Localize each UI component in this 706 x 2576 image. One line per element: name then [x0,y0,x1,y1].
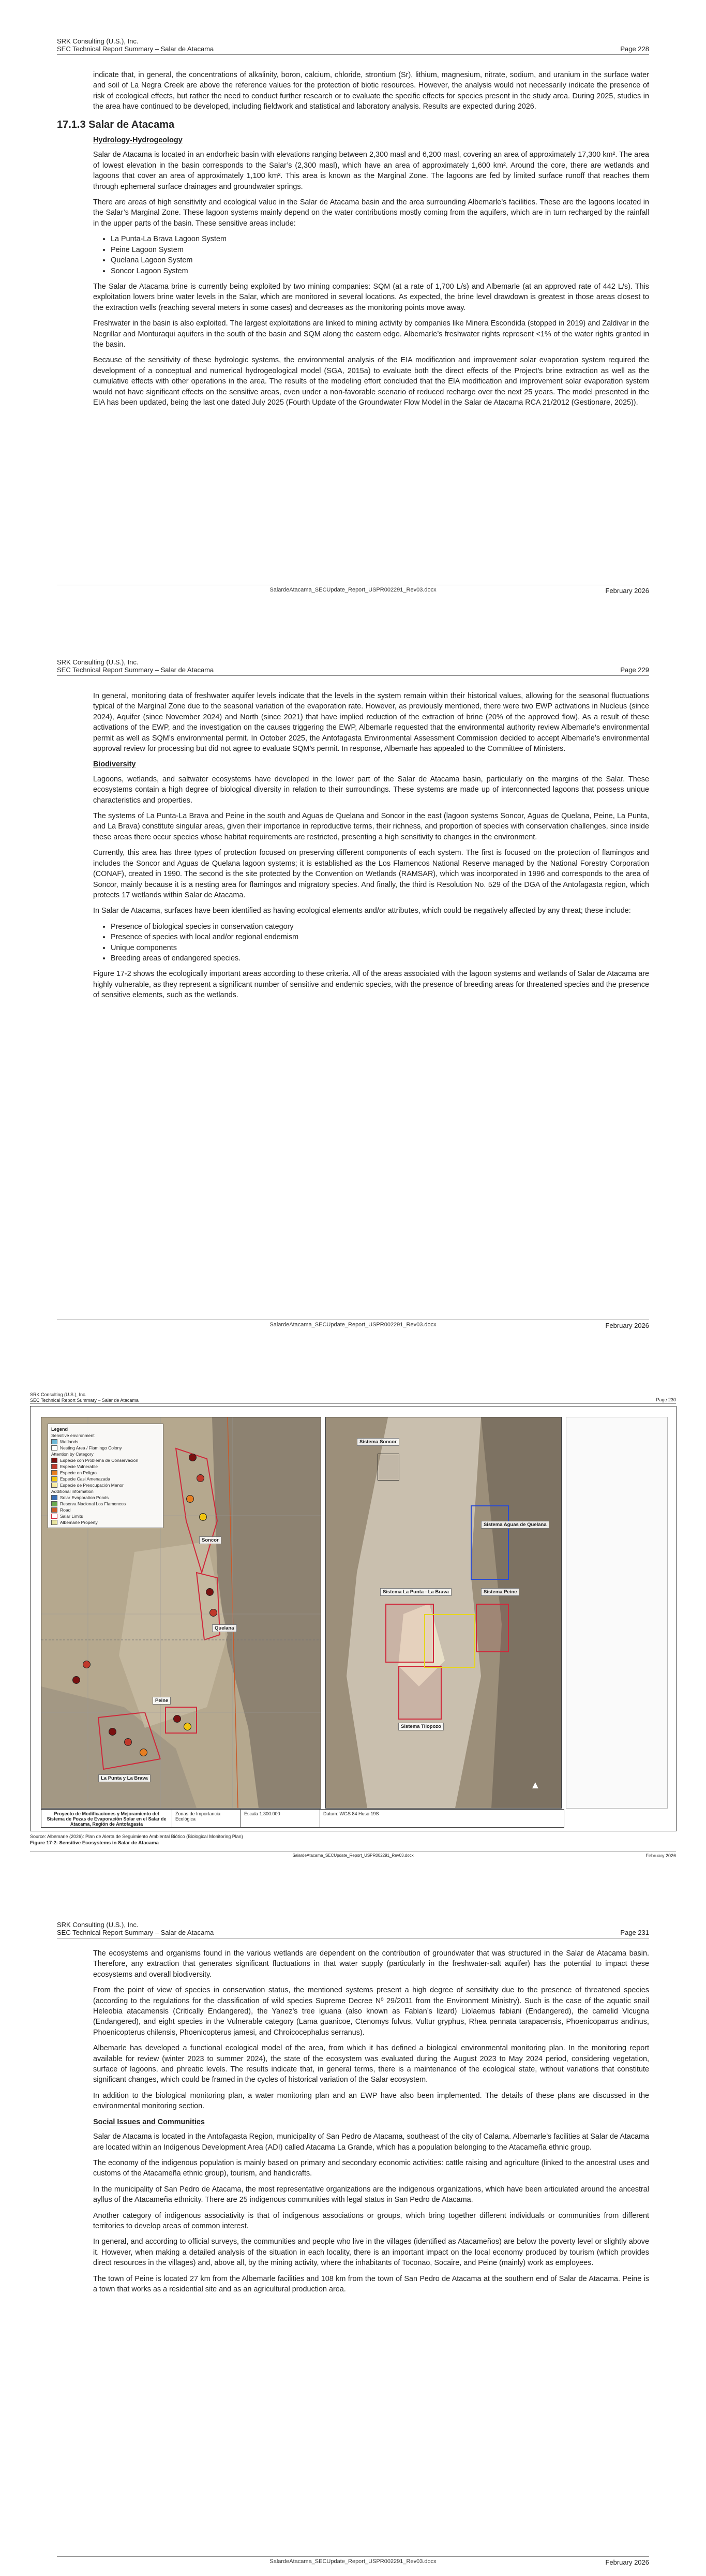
swatch [51,1495,57,1500]
swatch [51,1445,57,1450]
paragraph: In Salar de Atacama, surfaces have been identified as having ecological elements and/or attributes, which could be negatively affected by any threat; these include: [93,907,631,915]
page-231 [0,1884,706,2576]
paragraph: In the municipality of San Pedro de Atacama, the most representative organizations are the indigenous organizations, which have been articulated around the ancestral ayllus of the Atacameña ethnicity. There are 25 indigenous communities with legal status in San Pedro de Atacama. [93,2185,649,2204]
legend-row [51,1494,160,1501]
subsection-heading: Biodiversity [93,760,136,769]
legend-subtitle: Sensitive environment [51,1433,95,1438]
legend-label: Road [60,1507,71,1513]
legend-row [51,1463,160,1470]
legend-row [51,1457,160,1463]
page-number: Page 230 [656,1397,676,1402]
paragraph: In general, monitoring data of freshwater aquifer levels indicate that the levels in the system remain within their historical values, allowing for the seasonal fluctuations typical of the Marginal Zone due to the seasonal variation of the evaporation rate. However, as previously mentioned, there were two EWP activations in Nucleus (since 2024), Aquifer (since November 2024) and North (since 2021) that have implied reduction of the extraction of brine (20% of the approved flow). As a result of these activations of the EWP, and the investigation on the causes triggering the EWP, Albemarle requested that the environmental authority review Albemarle’s environmental permit as well as SQM’s environmental permit. In October 2025, the Antofagasta Environmental Assessment Commission decided to accept Albemarle’s environmental approval review for processing but did not agree to evaluate SQM’s permit. In response, Albemarle has appealed to the Committee of Ministers. [93,692,649,753]
paragraph: Salar de Atacama is located in an endorheic basin with elevations ranging between 2,300 masl and 6,200 masl, covering an area of approximately 17,300 km². The area of lowest elevation in the basin corresponds to the Salar’s (2,300 masl), which have an area of approximately 1,600 km². Around the core, there are wetlands and lagoons that cover an area of approximately 1,100 km². This area is known as the Marginal Zone. The lagoons are fed by limited surface runoff that reaches them through ephemeral surface drainages and groundwater springs. [93,151,649,191]
legend-label: Albemarle Property [60,1520,98,1525]
paragraph: Currently, this area has three types of protection focused on preserving different components of each system. The first is focused on the protection of flamingos and includes the Soncor and Aguas de Quelana lagoon systems; it is established as the Los Flamencos National Reserve managed by the National Forestry Corporation (CONAF), created in 1990. The second is the site protected by the Convention on Wetlands (RAMSAR), which was incorporated in 1996 and corresponds to the area of Soncor, mainly because it is a nesting area for flamingos and migratory species. And finally, the third is Resolution No. 529 of the DGA of the Antofagasta region, which protects 17 wetlands within Salar de Atacama. [93,849,649,899]
paragraph: Salar de Atacama is located in the Antofagasta Region, municipality of San Pedro de Atacama, southeast of the city of Calama. Albemarle’s facilities at Salar de Atacama are located within an Indigenous Development Area (ADI) called Atacama La Grande, which has a population belonging to the Atacameña ethnic group. [93,2133,649,2152]
species-marker [189,1454,197,1461]
page-footer [57,585,649,593]
figure-caption: Figure 17-2: Sensitive Ecosystems in Salar de Atacama [30,1840,159,1846]
paragraph: The town of Peine is located 27 km from the Albemarle facilities and 108 km from the town of San Pedro de Atacama at the southern end of Salar de Atacama. Peine is a town that works as a residential site and as an agricultural production area. [93,2274,649,2293]
zone-tilopozo [398,1666,442,1720]
page-header [57,37,649,55]
legend-subtitle: Attention by Category [51,1452,94,1457]
species-marker [209,1609,217,1617]
page-footer [57,2556,649,2565]
paragraph: Figure 17-2 shows the ecologically important areas according to these criteria. All of the areas associated with the lagoon systems and wetlands of Salar de Atacama are highly vulnerable, as they represent a significant number of sensitive and endemic species, with the presence of breeding areas for threatened species and the presence of sensitive elements, such as the wetlands. [93,970,649,1000]
paragraph: Freshwater in the basin is also exploited. The largest exploitations are linked to mining activity by companies like Minera Escondida (stopped in 2019) and Zaldivar in the Negrillar and Monturaqui aquifers in the south of the basin and SQM along the eastern edge. Albemarle’s freshwater rights represent <1% of the water rights granted in the basin. [93,319,649,349]
legend-label: Especie con Problema de Conservación [60,1458,139,1463]
swatch [51,1458,57,1463]
list-item: • La Punta-La Brava Lagoon System [111,234,649,244]
figure-sensitive-ecosystems [30,1406,677,1831]
header-report-title: SEC Technical Report Summary – Salar de Atacama [57,45,214,53]
swatch [51,1464,57,1469]
paragraph: In addition to the biological monitoring plan, a water monitoring plan and an EWP have also been implemented. The details of these plans are discussed in the environmental monitoring section. [93,2091,649,2111]
footer-date: February 2026 [605,1322,649,1329]
paragraph: indicate that, in general, the concentrations of alkalinity, boron, calcium, chloride, strontium (Sr), lithium, magnesium, nitrate, sodium, and uranium in the surface water and soil of La Negra Creek are above the reference values for the protection of biotic resources. However, the analysis would not necessarily indicate the presence of risk of ecological effects, but rather the need to conduct further research or to evaluate the specific effects for species present in the study area. During 2025, studies in the area have continued to be developed, including fieldwork and statistical and laboratory analysis. Results are expected during 2026. [93,71,649,111]
list-item: • Presence of species with local and/or regional endemism [111,932,649,942]
species-marker [140,1749,147,1756]
section-heading: 17.1.3 Salar de Atacama [57,119,175,130]
footer-filename: SalardeAtacama_SECUpdate_Report_USPR002291_Rev03.docx [292,1853,414,1858]
legend-label: Especie Vulnerable [60,1464,98,1469]
paragraph: There are areas of high sensitivity and ecological value in the Salar de Atacama basin and the area surrounding Albemarle’s facilities. These are the lagoons located in the Salar’s Marginal Zone. These lagoon systems mainly depend on the water contributions mostly coming from the aquifers, which are in turn recharged by the rainfall in the upper parts of the basin. These sensitive areas include: [93,198,649,228]
legend-label: Especie en Peligro [60,1470,97,1475]
swatch [51,1439,57,1444]
subsection-heading: Social Issues and Communities [93,2118,205,2126]
page-header [57,658,649,676]
map-label-peine: Peine [153,1697,171,1705]
paragraph: The economy of the indigenous population is mainly based on primary and secondary economic activities: cattle raising and agriculture (linked to the ancestral uses and customs of the Atacameña ethnic group), tourism, and handicrafts. [93,2158,649,2178]
paragraph: The ecosystems and organisms found in the various wetlands are dependent on the contribution of groundwater that was structured in the Salar de Atacama basin. Therefore, any extraction that generates significant fluctuations in that water supply (particularly in the freshwater-salt aquifer) has the potential to impact these ecosystems and overall biodiversity. [93,1949,649,1979]
subsection-heading: Hydrology-Hydrogeology [93,136,183,145]
page-228 [0,0,706,611]
bullet-list [93,922,649,964]
zone-peine [476,1604,509,1652]
list-item: • Soncor Lagoon System [111,266,649,276]
legend-row [51,1470,160,1476]
map-legend [48,1424,163,1528]
species-marker [206,1588,214,1596]
legend-row [51,1513,160,1519]
figure-source: Source: Albemarle (2026): Plan de Alerta de Seguimiento Ambiental Biótico (Biological Monitoring Plan) [30,1834,243,1839]
map-label-sistema-lapunta: Sistema La Punta - La Brava [380,1588,452,1596]
list-item: • Breeding areas of endangered species. [111,953,649,964]
footer-filename: SalardeAtacama_SECUpdate_Report_USPR002291_Rev03.docx [269,2558,437,2565]
paragraph: The systems of La Punta-La Brava and Peine in the south and Aguas de Quelana and Soncor in the east (lagoon systems Soncor, Aguas de Quelana, Peine, La Punta, and La Brava) constitute singular areas, given their importance in reproductive terms, their richness, and proportion of species with conservation challenges, since inside these areas there occur species whose habitat requirements are restricted, presenting a high sensitivity to changes in the environment. [93,812,649,841]
paragraph: Albemarle has developed a functional ecological model of the area, from which it has defined a biological environmental monitoring plan. In the monitoring report available for review (winter 2023 to summer 2024), the state of the ecosystem was evaluated during the August 2023 to May 2024 period, considering vegetation, surface of lagoons, and phreatic levels. The results indicate that, in general terms, there is a maintenance of the ecological state, without variations that constitute significant changes, which could be framed in the cycles of historical variation of the Salar ecosystem. [93,2044,649,2084]
paragraph: Another category of indigenous associativity is that of indigenous associations or groups, which bring together different individuals or communities from different territories to develop areas of common interest. [93,2211,649,2230]
header-company: SRK Consulting (U.S.), Inc. [30,1392,87,1397]
legend-label: Wetlands [60,1439,79,1444]
species-marker [109,1728,116,1736]
map-label-sistema-tilopozo: Sistema Tilopozo [398,1723,444,1730]
species-marker [173,1715,181,1723]
highlight-box-quelana [471,1505,509,1580]
page-header [30,1392,676,1404]
swatch [51,1501,57,1506]
map-label-soncor: Soncor [199,1536,221,1544]
paragraph: From the point of view of species in conservation status, the mentioned systems present a high degree of sensitivity due to the presence of threatened species (according to the regulations for the classification of wild species Supreme Decree Nº 29/2011 from the Environment Ministry). Such is the case of the aquatic snail Heleobia atacamensis (Critically Endangered), the Yanez’s tree iguana (also known as Fabian’s lizard) Liolaemus fabiani (Endangered), the camelid Vicugna (Endangered), and eight species in the Vulnerable category (Lama guanicoe, Ctenomys fulvus, Vultur gryphus, Rhea pennata tarapacensis, Phoenicoparrus andinus, Phoenicopterus chilensis, Phoenicopterus jamesi, and Chroicocephalus serranus). [93,1986,649,2037]
map-label-sistema-soncor: Sistema Soncor [357,1438,399,1446]
legend-row [51,1482,160,1488]
title-scale: Escala 1:300.000 [241,1810,320,1827]
inset-frame [378,1454,399,1481]
page-body [93,1948,649,2300]
north-arrow-icon: ▲ [530,1780,540,1791]
header-report-title: SEC Technical Report Summary – Salar de Atacama [57,666,214,674]
legend-label: Solar Evaporation Ponds [60,1495,109,1500]
paragraph: Lagoons, wetlands, and saltwater ecosystems have developed in the lower part of the Salar de Atacama basin, particularly on the margins of the Salar. These ecosystems contain a high degree of biological diversity in relation to their surroundings. These systems are made up of interconnected lagoons that possess unique characteristics and properties. [93,775,649,805]
map-label-lapunta: La Punta y La Brava [98,1774,151,1782]
legend-label: Salar Limits [60,1514,83,1519]
swatch [51,1520,57,1525]
header-company: SRK Consulting (U.S.), Inc. [57,658,139,666]
legend-row [51,1476,160,1482]
bullet-list [93,234,649,276]
legend-row [51,1519,160,1526]
page-229 [0,621,706,1356]
list-item: • Unique components [111,943,649,953]
list-item: • Quelana Lagoon System [111,255,649,265]
species-marker [72,1676,80,1684]
page-number: Page 229 [620,666,649,674]
legend-row [51,1439,160,1445]
header-company: SRK Consulting (U.S.), Inc. [57,1921,139,1929]
page-footer [30,1852,676,1858]
footer-date: February 2026 [605,2558,649,2566]
legend-subtitle: Additional information [51,1489,94,1494]
header-company: SRK Consulting (U.S.), Inc. [57,37,139,45]
species-marker [83,1661,91,1668]
swatch [51,1476,57,1482]
page-230 [0,1371,706,1860]
legend-row [51,1507,160,1513]
footer-filename: SalardeAtacama_SECUpdate_Report_USPR002291_Rev03.docx [269,1322,437,1328]
footer-date: February 2026 [645,1853,676,1858]
swatch [51,1470,57,1475]
map-right-terrain [326,1417,561,1808]
map-label-sistema-peine: Sistema Peine [481,1588,519,1596]
title-project: Proyecto de Modificaciones y Mejoramiento del Sistema de Pozas de Evaporación Solar en el Salar de Atacama, Región de Antofagasta [41,1810,172,1827]
legend-row [51,1445,160,1451]
list-item: • Peine Lagoon System [111,245,649,255]
species-marker [186,1495,194,1503]
legend-label: Nesting Area / Flamingo Colony [60,1445,122,1450]
legend-label: Especie Casi Amenazada [60,1476,110,1482]
map-right [325,1417,562,1809]
paragraph: Because of the sensitivity of these hydrologic systems, the environmental analysis of the EIA modification and improvement solar evaporation system required the development of a conceptual and numerical hydrogeological model (SGA, 2015a) to evaluate both the direct effects of the Project’s brine extraction as well as the cumulative effects with other operations in the area. The results of the modeling effort concluded that the EIA modification and improvement solar evaporation system would not have significant effects on the sensitive areas, even under a non-favorable scenario of reduced recharge over the next 25 years. The model presented in the EIA has been updated, being the last one dated July 2025 (Fourth Update of the Groundwater Flow Model in the Salar de Atacama RCA 21/2012 (Gestionare, 2025)). [93,356,649,407]
page-body [93,691,649,1006]
figure-side-panel [566,1417,668,1809]
map-label-quelana: Quelana [212,1624,237,1632]
list-item: • Presence of biological species in conservation category [111,922,649,932]
footer-date: February 2026 [605,587,649,595]
swatch [51,1514,57,1519]
paragraph: In general, and according to official surveys, the communities and people who live in the villages (identified as Atacameños) are below the poverty level or slightly above it. However, when making a detailed analysis of the situation in each locality, there is an important impact on the local economy produced by tourism (which provides direct resources in the villages) and, above all, by the mining activity, where the inhabitants of Toconao, Socaire, and Peine (mainly) work as employees. [93,2238,649,2268]
title-datum: Datum: WGS 84 Huso 19S [323,1811,379,1816]
species-marker [184,1723,191,1730]
legend-title: Legend [51,1427,68,1432]
map-left [41,1417,321,1809]
footer-filename: SalardeAtacama_SECUpdate_Report_USPR002291_Rev03.docx [269,587,437,593]
species-marker [124,1738,132,1746]
swatch [51,1507,57,1513]
legend-label: Reserva Nacional Los Flamencos [60,1501,126,1506]
map-label-sistema-quelana: Sistema Aguas de Quelana [481,1521,549,1529]
header-report-title: SEC Technical Report Summary – Salar de Atacama [30,1398,139,1403]
paragraph: The Salar de Atacama brine is currently being exploited by two mining companies: SQM (at a rate of 1,700 L/s) and Albemarle (at an approved rate of 442 L/s). This exploitation lowers brine water levels in the Salar, which are monitored in several locations. As expected, the brine level drawdown is greatest in those areas closest to the extraction wells (reaching several meters in some cases) and decreases as the monitoring points move away. [93,282,649,312]
swatch [51,1483,57,1488]
page-number: Page 231 [620,1929,649,1936]
species-marker [199,1513,207,1521]
species-marker [197,1474,204,1482]
page-header [57,1921,649,1938]
page-footer [57,1320,649,1328]
albemarle-property [424,1614,475,1668]
page-body [57,70,649,413]
legend-label: Especie de Preocupación Menor [60,1483,124,1488]
map-title-block [41,1809,564,1828]
header-report-title: SEC Technical Report Summary – Salar de Atacama [57,1929,214,1936]
title-map-name: Zonas de Importancia Ecológica [172,1810,241,1827]
legend-row [51,1501,160,1507]
page-number: Page 228 [620,45,649,53]
